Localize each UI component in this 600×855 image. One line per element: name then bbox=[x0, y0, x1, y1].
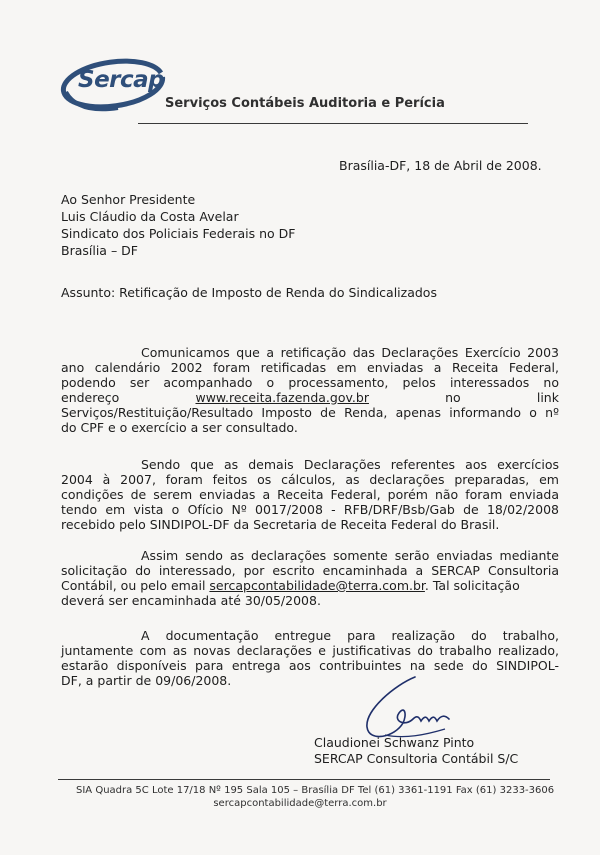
text-line: condições de serem enviadas a Receita Federal, porém não foram enviada bbox=[61, 487, 559, 502]
email-link[interactable]: sercapcontabilidade@terra.com.br bbox=[209, 578, 425, 593]
text-line: deverá ser encaminhada até 30/05/2008. bbox=[61, 593, 321, 608]
text-line: tendo em vista o Ofício Nº 0017/2008 - RFB/DRF/Bsb/Gab de 18/02/2008 bbox=[61, 502, 559, 517]
text-line: Sendo que as demais Declarações referentes aos exercícios bbox=[141, 457, 559, 472]
text-line: DF, a partir de 09/06/2008. bbox=[61, 673, 232, 688]
address-line: Sindicato dos Policiais Federais no DF bbox=[61, 226, 296, 241]
text-line: podendo ser acompanhado o processamento, pelos interessados no bbox=[61, 375, 559, 390]
text-line bbox=[61, 578, 559, 593]
text-fragment: no bbox=[445, 390, 461, 405]
text-fragment: link bbox=[536, 390, 559, 405]
text-line: juntamente com as novas declarações e justificativas do trabalho realizado, bbox=[61, 643, 559, 658]
signatory-name: Claudionei Schwanz Pinto bbox=[314, 735, 475, 750]
letter-date: Brasília-DF, 18 de Abril de 2008. bbox=[339, 158, 542, 173]
address-line: Brasília – DF bbox=[61, 243, 138, 258]
signatory-company: SERCAP Consultoria Contábil S/C bbox=[314, 751, 519, 766]
recipient-address bbox=[61, 192, 295, 260]
text-line: 2004 à 2007, foram feitos os cálculos, as declarações preparadas, em bbox=[61, 472, 559, 487]
address-line: Luis Cláudio da Costa Avelar bbox=[61, 209, 239, 224]
header-divider bbox=[138, 123, 528, 124]
text-line: Serviços/Restituição/Resultado Imposto de Renda, apenas informando o nº bbox=[61, 405, 559, 420]
body-paragraph-3 bbox=[61, 548, 559, 608]
body-paragraph-2 bbox=[61, 457, 559, 532]
company-logo bbox=[58, 52, 168, 122]
logo-wordmark: Sercap bbox=[78, 67, 165, 93]
footer-email: sercapcontabilidade@terra.com.br bbox=[213, 798, 387, 809]
text-fragment: Contábil, ou pelo email bbox=[61, 578, 206, 593]
footer-divider bbox=[58, 779, 550, 780]
text-line: A documentação entregue para realização do trabalho, bbox=[141, 628, 559, 643]
text-line bbox=[61, 390, 559, 405]
text-line: do CPF e o exercício a ser consultado. bbox=[61, 420, 298, 435]
text-fragment: endereço bbox=[61, 390, 120, 405]
address-line: Ao Senhor Presidente bbox=[61, 192, 196, 207]
text-line: estarão disponíveis para entrega aos contribuintes na sede do SINDIPOL- bbox=[61, 658, 559, 673]
text-fragment: . Tal solicitação bbox=[424, 578, 520, 593]
body-paragraph-1 bbox=[61, 345, 559, 435]
company-name: Serviços Contábeis Auditoria e Perícia bbox=[165, 96, 445, 111]
letter-subject: Assunto: Retificação de Imposto de Renda do Sindicalizados bbox=[61, 285, 437, 300]
text-line: recebido pelo SINDIPOL-DF da Secretaria de Receita Federal do Brasil. bbox=[61, 517, 500, 532]
text-line: ano calendário 2002 foram retificadas em enviadas a Receita Federal, bbox=[61, 360, 559, 375]
text-line: Assim sendo as declarações somente serão enviadas mediante bbox=[141, 548, 559, 563]
text-line: solicitação do interessado, por escrito encaminhada a SERCAP Consultoria bbox=[61, 563, 559, 578]
footer-address: SIA Quadra 5C Lote 17/18 Nº 195 Sala 105 – Brasília DF Tel (61) 3361-1191 Fax (61) 3233-3606 bbox=[76, 785, 555, 796]
body-paragraph-4 bbox=[61, 628, 559, 688]
text-line: Comunicamos que a retificação das Declarações Exercício 2003 bbox=[141, 345, 559, 360]
receita-link[interactable]: www.receita.fazenda.gov.br bbox=[195, 390, 369, 405]
